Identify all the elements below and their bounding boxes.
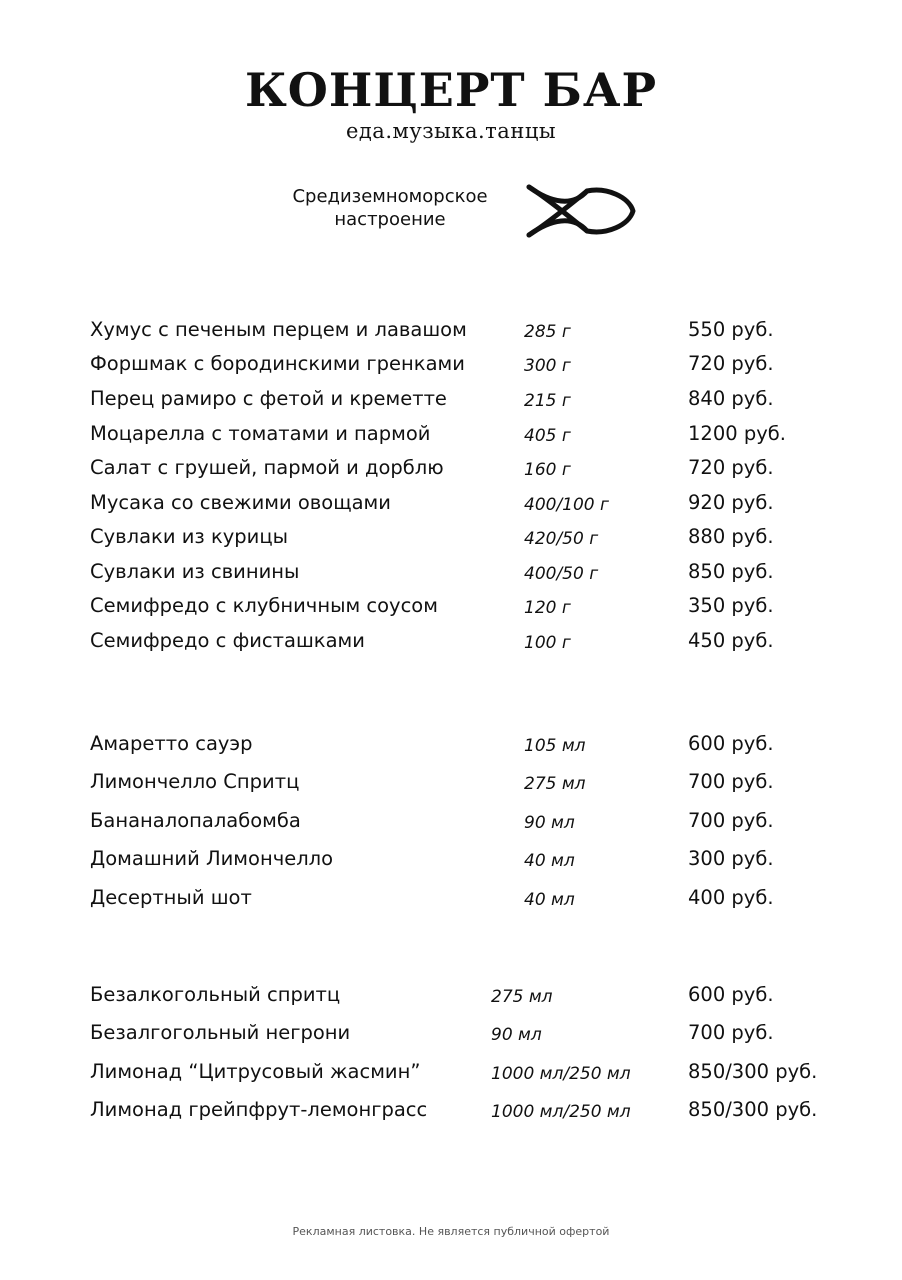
menu-item-row <box>0 350 902 380</box>
fish-icon <box>525 183 637 239</box>
menu-subtitle <box>270 185 510 231</box>
menu-item-price: 720 руб. <box>688 456 774 479</box>
menu-item-row <box>0 768 902 798</box>
menu-item-price: 550 руб. <box>688 318 774 341</box>
menu-item-weight: 1000 мл/250 мл <box>491 1064 631 1084</box>
menu-item-price: 400 руб. <box>688 886 774 909</box>
menu-item-price: 880 руб. <box>688 525 774 548</box>
menu-item-weight: 105 мл <box>524 736 586 756</box>
menu-item-row <box>0 489 902 519</box>
menu-item-price: 350 руб. <box>688 594 774 617</box>
menu-item-row <box>0 884 902 914</box>
menu-item-row <box>0 523 902 553</box>
menu-item-price: 700 руб. <box>688 1021 774 1044</box>
menu-item-weight: 90 мл <box>491 1025 542 1045</box>
menu-item-name: Домашний Лимончелло <box>90 847 334 870</box>
menu-item-name: Безалгогольный негрони <box>90 1021 351 1044</box>
menu-item-row <box>0 454 902 484</box>
menu-item-name: Мусака со свежими овощами <box>90 491 391 514</box>
menu-subtitle-line-2: настроение <box>334 209 446 230</box>
menu-item-price: 1200 руб. <box>688 422 786 445</box>
menu-item-name: Хумус с печеным перцем и лавашом <box>90 318 467 341</box>
menu-item-price: 600 руб. <box>688 983 774 1006</box>
menu-item-price: 450 руб. <box>688 629 774 652</box>
menu-item-name: Салат с грушей, пармой и дорблю <box>90 456 444 479</box>
menu-item-weight: 300 г <box>524 356 571 376</box>
menu-item-weight: 120 г <box>524 598 571 618</box>
menu-item-price: 920 руб. <box>688 491 774 514</box>
menu-item-name: Десертный шот <box>90 886 252 909</box>
menu-item-price: 700 руб. <box>688 770 774 793</box>
menu-item-price: 600 руб. <box>688 732 774 755</box>
menu-item-name: Лимончелло Спритц <box>90 770 300 793</box>
menu-item-name: Сувлаки из курицы <box>90 525 288 548</box>
menu-item-name: Семифредо с клубничным соусом <box>90 594 438 617</box>
menu-item-price: 850/300 руб. <box>688 1060 818 1083</box>
menu-item-name: Сувлаки из свинины <box>90 560 300 583</box>
menu-item-price: 720 руб. <box>688 352 774 375</box>
menu-item-name: Лимонад “Цитрусовый жасмин” <box>90 1060 421 1083</box>
menu-item-weight: 420/50 г <box>524 529 599 549</box>
menu-item-name: Моцарелла с томатами и пармой <box>90 422 431 445</box>
menu-item-weight: 160 г <box>524 460 571 480</box>
menu-item-price: 840 руб. <box>688 387 774 410</box>
brand-title: КОНЦЕРТ БАР <box>244 63 658 117</box>
menu-item-weight: 275 мл <box>524 774 586 794</box>
menu-item-weight: 400/50 г <box>524 564 599 584</box>
menu-item-price: 850 руб. <box>688 560 774 583</box>
menu-item-weight: 405 г <box>524 426 571 446</box>
menu-item-row <box>0 385 902 415</box>
menu-item-row <box>0 316 902 346</box>
menu-item-row <box>0 627 902 657</box>
menu-item-name: Перец рамиро с фетой и креметте <box>90 387 447 410</box>
menu-item-row <box>0 558 902 588</box>
menu-item-row <box>0 1096 902 1126</box>
menu-item-weight: 275 мл <box>491 987 553 1007</box>
menu-item-row <box>0 420 902 450</box>
menu-item-row <box>0 981 902 1011</box>
menu-item-name: Лимонад грейпфрут-лемонграсс <box>90 1098 428 1121</box>
menu-item-price: 700 руб. <box>688 809 774 832</box>
menu-item-row <box>0 1019 902 1049</box>
menu-item-weight: 40 мл <box>524 851 575 871</box>
footer-disclaimer: Рекламная листовка. Не является публичной офертой <box>292 1225 610 1238</box>
menu-item-weight: 40 мл <box>524 890 575 910</box>
menu-subtitle-line-1: Средиземноморское <box>292 186 488 207</box>
brand-tagline: еда.музыка.танцы <box>345 119 557 143</box>
menu-item-weight: 285 г <box>524 322 571 342</box>
menu-item-row <box>0 730 902 760</box>
menu-item-price: 300 руб. <box>688 847 774 870</box>
menu-item-name: Безалкогольный спритц <box>90 983 341 1006</box>
menu-item-row <box>0 1058 902 1088</box>
menu-item-name: Семифредо с фисташками <box>90 629 365 652</box>
menu-item-weight: 90 мл <box>524 813 575 833</box>
menu-item-weight: 100 г <box>524 633 571 653</box>
menu-item-weight: 215 г <box>524 391 571 411</box>
menu-item-row <box>0 807 902 837</box>
menu-item-weight: 1000 мл/250 мл <box>491 1102 631 1122</box>
menu-item-price: 850/300 руб. <box>688 1098 818 1121</box>
menu-item-name: Амаретто сауэр <box>90 732 253 755</box>
menu-item-name: Форшмак с бородинскими гренками <box>90 352 465 375</box>
menu-item-row <box>0 592 902 622</box>
menu-item-row <box>0 845 902 875</box>
menu-item-weight: 400/100 г <box>524 495 609 515</box>
menu-item-name: Бананалопалабомба <box>90 809 301 832</box>
